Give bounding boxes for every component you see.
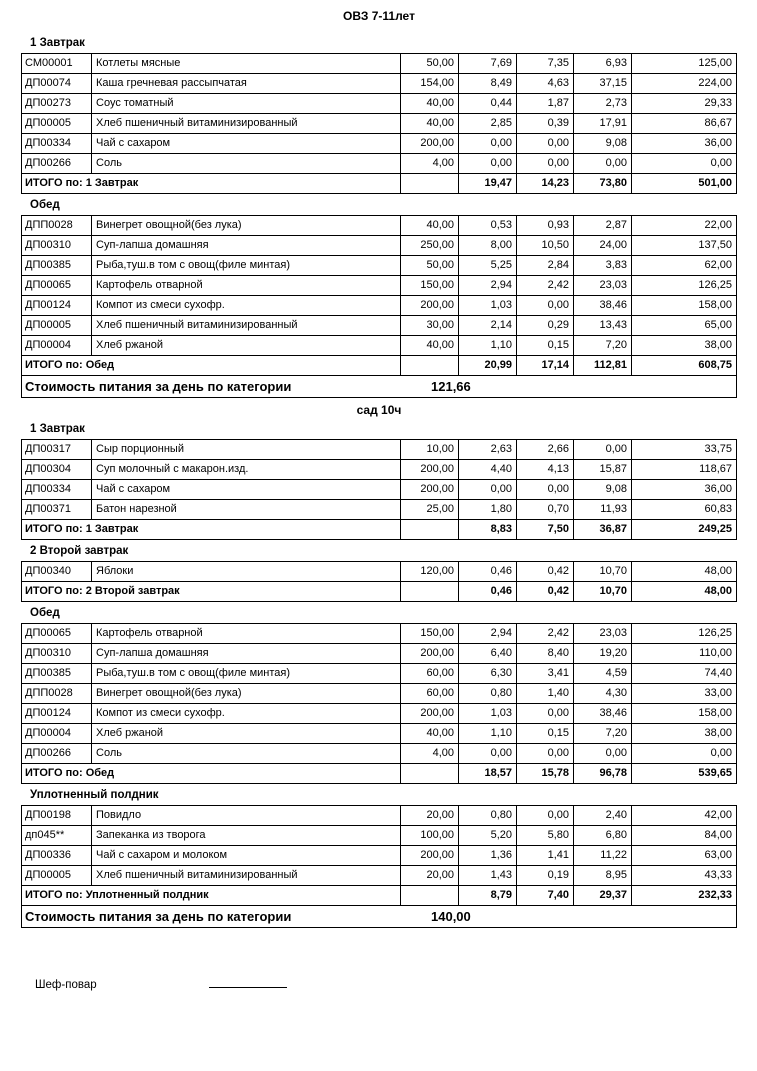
dish-value-cell: 74,40 [632, 664, 737, 684]
dish-value-cell: 0,00 [632, 154, 737, 174]
dish-name-cell: Хлеб пшеничный витаминизированный [92, 316, 401, 336]
dish-value-cell: 0,00 [574, 440, 632, 460]
dish-value-cell: 2,94 [459, 624, 517, 644]
table-row [22, 866, 737, 886]
dish-value-cell: 38,00 [632, 724, 737, 744]
table-row [22, 316, 737, 336]
category-2-title: сад 10ч [356, 403, 402, 417]
dish-value-cell: 100,00 [401, 826, 459, 846]
dish-value-cell: 1,41 [517, 846, 574, 866]
dish-name-cell: Соль [92, 154, 401, 174]
dish-code-cell: ДП00004 [22, 336, 92, 356]
dish-value-cell: 200,00 [401, 644, 459, 664]
dish-value-cell: 36,00 [632, 480, 737, 500]
dish-value-cell: 8,49 [459, 74, 517, 94]
dish-value-cell: 0,00 [459, 154, 517, 174]
dish-code-cell: ДП00198 [22, 806, 92, 826]
dish-value-cell: 8,00 [459, 236, 517, 256]
table-row [22, 236, 737, 256]
dish-value-cell: 224,00 [632, 74, 737, 94]
table-row [22, 54, 737, 74]
dish-value-cell: 6,30 [459, 664, 517, 684]
dish-name-cell: Сыр порционный [92, 440, 401, 460]
dish-value-cell: 43,33 [632, 866, 737, 886]
dish-value-cell: 7,20 [574, 336, 632, 356]
dish-value-cell: 0,15 [517, 336, 574, 356]
dish-value-cell: 20,00 [401, 806, 459, 826]
dish-value-cell: 0,00 [574, 744, 632, 764]
section-total-value: 48,00 [632, 582, 737, 602]
dish-value-cell: 7,35 [517, 54, 574, 74]
dish-value-cell: 0,00 [459, 480, 517, 500]
table-row [22, 744, 737, 764]
dish-value-cell: 5,20 [459, 826, 517, 846]
dish-value-cell: 3,41 [517, 664, 574, 684]
dish-code-cell: ДП00340 [22, 562, 92, 582]
dish-value-cell: 20,00 [401, 866, 459, 886]
section-total-value: 8,83 [459, 520, 517, 540]
dish-value-cell: 6,80 [574, 826, 632, 846]
section-total-value: 232,33 [632, 886, 737, 906]
section-total-label: ИТОГО по: Обед [22, 356, 401, 376]
section-total-label: ИТОГО по: Уплотненный полдник [22, 886, 401, 906]
dish-value-cell: 2,87 [574, 216, 632, 236]
dish-code-cell: ДП00371 [22, 500, 92, 520]
dish-value-cell: 200,00 [401, 480, 459, 500]
meal-table [21, 561, 737, 602]
dish-value-cell: 154,00 [401, 74, 459, 94]
dish-value-cell: 1,40 [517, 684, 574, 704]
meal-section-title: Обед [30, 199, 60, 211]
dish-value-cell: 0,00 [517, 806, 574, 826]
footer [21, 976, 737, 991]
dish-value-cell: 4,00 [401, 744, 459, 764]
dish-name-cell: Суп-лапша домашняя [92, 236, 401, 256]
category-2-table [21, 422, 737, 928]
dish-value-cell: 0,00 [517, 704, 574, 724]
dish-value-cell: 2,40 [574, 806, 632, 826]
dish-value-cell: 0,53 [459, 216, 517, 236]
section-total-value [401, 356, 459, 376]
dish-code-cell: ДПП0028 [22, 216, 92, 236]
dish-value-cell: 0,15 [517, 724, 574, 744]
dish-value-cell: 10,50 [517, 236, 574, 256]
dish-code-cell: ДП00385 [22, 664, 92, 684]
dish-name-cell: Яблоки [92, 562, 401, 582]
dish-value-cell: 4,40 [459, 460, 517, 480]
section-total-value: 249,25 [632, 520, 737, 540]
dish-value-cell: 6,93 [574, 54, 632, 74]
section-total-value: 0,46 [459, 582, 517, 602]
section-total-value: 7,40 [517, 886, 574, 906]
section-total-value: 112,81 [574, 356, 632, 376]
dish-code-cell: ДП00310 [22, 236, 92, 256]
section-total-label: ИТОГО по: 1 Завтрак [22, 174, 401, 194]
dish-value-cell: 50,00 [401, 256, 459, 276]
dish-code-cell: ДП00273 [22, 94, 92, 114]
dish-value-cell: 17,91 [574, 114, 632, 134]
table-row [22, 664, 737, 684]
section-total-row [22, 764, 737, 784]
dish-value-cell: 65,00 [632, 316, 737, 336]
dish-value-cell: 9,08 [574, 480, 632, 500]
dish-code-cell: ДП00065 [22, 624, 92, 644]
dish-code-cell: ДП00334 [22, 134, 92, 154]
dish-value-cell: 0,19 [517, 866, 574, 886]
dish-value-cell: 10,70 [574, 562, 632, 582]
meal-table [21, 53, 737, 194]
dish-value-cell: 200,00 [401, 134, 459, 154]
dish-value-cell: 8,95 [574, 866, 632, 886]
section-total-value: 18,57 [459, 764, 517, 784]
dish-value-cell: 84,00 [632, 826, 737, 846]
dish-code-cell: СМ00001 [22, 54, 92, 74]
dish-name-cell: Соль [92, 744, 401, 764]
dish-code-cell: дп045** [22, 826, 92, 846]
dish-value-cell: 120,00 [401, 562, 459, 582]
table-row [22, 460, 737, 480]
table-row [22, 480, 737, 500]
dish-value-cell: 11,22 [574, 846, 632, 866]
section-total-value: 10,70 [574, 582, 632, 602]
dish-code-cell: ДП00304 [22, 460, 92, 480]
dish-value-cell: 22,00 [632, 216, 737, 236]
dish-value-cell: 1,10 [459, 336, 517, 356]
dish-name-cell: Соус томатный [92, 94, 401, 114]
table-row [22, 94, 737, 114]
category-1-title: ОВЗ 7-11лет [343, 9, 415, 23]
table-row [22, 216, 737, 236]
dish-value-cell: 38,46 [574, 296, 632, 316]
meal-table [21, 439, 737, 540]
dish-name-cell: Повидло [92, 806, 401, 826]
section-total-value: 608,75 [632, 356, 737, 376]
dish-code-cell: ДПП0028 [22, 684, 92, 704]
dish-value-cell: 2,63 [459, 440, 517, 460]
dish-value-cell: 38,46 [574, 704, 632, 724]
dish-value-cell: 60,83 [632, 500, 737, 520]
day-total-row [21, 906, 737, 928]
dish-value-cell: 25,00 [401, 500, 459, 520]
dish-value-cell: 0,80 [459, 806, 517, 826]
dish-name-cell: Котлеты мясные [92, 54, 401, 74]
dish-value-cell: 0,00 [517, 480, 574, 500]
dish-value-cell: 23,03 [574, 624, 632, 644]
dish-value-cell: 40,00 [401, 724, 459, 744]
table-row [22, 134, 737, 154]
section-total-value: 14,23 [517, 174, 574, 194]
dish-value-cell: 250,00 [401, 236, 459, 256]
dish-value-cell: 29,33 [632, 94, 737, 114]
dish-value-cell: 126,25 [632, 276, 737, 296]
dish-name-cell: Картофель отварной [92, 276, 401, 296]
table-row [22, 806, 737, 826]
dish-value-cell: 4,30 [574, 684, 632, 704]
dish-value-cell: 63,00 [632, 846, 737, 866]
dish-code-cell: ДП00124 [22, 704, 92, 724]
dish-value-cell: 0,00 [517, 134, 574, 154]
dish-value-cell: 38,00 [632, 336, 737, 356]
dish-value-cell: 2,42 [517, 276, 574, 296]
dish-value-cell: 1,87 [517, 94, 574, 114]
dish-value-cell: 10,00 [401, 440, 459, 460]
dish-value-cell: 4,59 [574, 664, 632, 684]
dish-value-cell: 4,13 [517, 460, 574, 480]
dish-value-cell: 19,20 [574, 644, 632, 664]
dish-value-cell: 0,00 [517, 296, 574, 316]
dish-value-cell: 6,40 [459, 644, 517, 664]
dish-value-cell: 0,00 [459, 134, 517, 154]
section-total-row [22, 356, 737, 376]
dish-value-cell: 0,00 [517, 744, 574, 764]
dish-value-cell: 2,94 [459, 276, 517, 296]
dish-value-cell: 1,03 [459, 704, 517, 724]
dish-value-cell: 1,36 [459, 846, 517, 866]
dish-name-cell: Запеканка из творога [92, 826, 401, 846]
table-row [22, 624, 737, 644]
dish-value-cell: 8,40 [517, 644, 574, 664]
section-total-value [401, 582, 459, 602]
dish-value-cell: 0,29 [517, 316, 574, 336]
dish-code-cell: ДП00310 [22, 644, 92, 664]
dish-value-cell: 9,08 [574, 134, 632, 154]
table-row [22, 846, 737, 866]
dish-value-cell: 0,70 [517, 500, 574, 520]
chef-label: Шеф-повар [35, 979, 97, 991]
dish-value-cell: 60,00 [401, 684, 459, 704]
table-row [22, 500, 737, 520]
dish-value-cell: 137,50 [632, 236, 737, 256]
dish-value-cell: 4,00 [401, 154, 459, 174]
dish-value-cell: 200,00 [401, 846, 459, 866]
section-total-row [22, 520, 737, 540]
dish-value-cell: 86,67 [632, 114, 737, 134]
dish-value-cell: 40,00 [401, 216, 459, 236]
dish-value-cell: 2,85 [459, 114, 517, 134]
section-total-value: 539,65 [632, 764, 737, 784]
dish-value-cell: 7,20 [574, 724, 632, 744]
dish-value-cell: 37,15 [574, 74, 632, 94]
dish-value-cell: 33,75 [632, 440, 737, 460]
dish-name-cell: Чай с сахаром [92, 480, 401, 500]
dish-value-cell: 2,73 [574, 94, 632, 114]
dish-value-cell: 60,00 [401, 664, 459, 684]
dish-value-cell: 40,00 [401, 336, 459, 356]
dish-name-cell: Чай с сахаром и молоком [92, 846, 401, 866]
meal-section-title: Обед [30, 607, 60, 619]
dish-code-cell: ДП00317 [22, 440, 92, 460]
dish-value-cell: 0,44 [459, 94, 517, 114]
day-total-label: Стоимость питания за день по категории [22, 376, 401, 398]
dish-name-cell: Винегрет овощной(без лука) [92, 216, 401, 236]
dish-code-cell: ДП00334 [22, 480, 92, 500]
dish-value-cell: 4,63 [517, 74, 574, 94]
dish-value-cell: 5,80 [517, 826, 574, 846]
section-total-value: 15,78 [517, 764, 574, 784]
section-total-value: 20,99 [459, 356, 517, 376]
dish-name-cell: Каша гречневая рассыпчатая [92, 74, 401, 94]
section-total-row [22, 174, 737, 194]
dish-value-cell: 0,00 [517, 154, 574, 174]
table-row [22, 684, 737, 704]
dish-value-cell: 3,83 [574, 256, 632, 276]
dish-name-cell: Хлеб ржаной [92, 336, 401, 356]
section-total-value [401, 764, 459, 784]
dish-value-cell: 150,00 [401, 624, 459, 644]
meal-table [21, 805, 737, 906]
dish-code-cell: ДП00004 [22, 724, 92, 744]
dish-value-cell: 13,43 [574, 316, 632, 336]
dish-name-cell: Суп-лапша домашняя [92, 644, 401, 664]
table-row [22, 276, 737, 296]
meal-table [21, 623, 737, 784]
dish-code-cell: ДП00124 [22, 296, 92, 316]
section-total-value: 17,14 [517, 356, 574, 376]
category-1-table [21, 36, 737, 398]
table-row [22, 154, 737, 174]
meal-section-title: Уплотненный полдник [30, 789, 159, 801]
dish-value-cell: 0,93 [517, 216, 574, 236]
dish-name-cell: Батон нарезной [92, 500, 401, 520]
table-row [22, 724, 737, 744]
day-total-row [21, 376, 737, 398]
dish-value-cell: 0,42 [517, 562, 574, 582]
dish-name-cell: Хлеб пшеничный витаминизированный [92, 114, 401, 134]
dish-value-cell: 2,84 [517, 256, 574, 276]
dish-name-cell: Компот из смеси сухофр. [92, 296, 401, 316]
dish-value-cell: 1,10 [459, 724, 517, 744]
meal-section-title: 2 Второй завтрак [30, 545, 129, 557]
meal-table [21, 215, 737, 376]
section-total-value [401, 174, 459, 194]
dish-name-cell: Винегрет овощной(без лука) [92, 684, 401, 704]
dish-value-cell: 110,00 [632, 644, 737, 664]
dish-value-cell: 62,00 [632, 256, 737, 276]
meal-section-title: 1 Завтрак [30, 37, 85, 49]
dish-value-cell: 118,67 [632, 460, 737, 480]
day-total-label: Стоимость питания за день по категории [22, 906, 401, 928]
section-total-label: ИТОГО по: Обед [22, 764, 401, 784]
dish-code-cell: ДП00005 [22, 316, 92, 336]
dish-value-cell: 150,00 [401, 276, 459, 296]
dish-value-cell: 30,00 [401, 316, 459, 336]
dish-value-cell: 23,03 [574, 276, 632, 296]
dish-name-cell: Хлеб ржаной [92, 724, 401, 744]
dish-value-cell: 2,42 [517, 624, 574, 644]
dish-value-cell: 1,03 [459, 296, 517, 316]
dish-value-cell: 200,00 [401, 460, 459, 480]
day-total-value: 121,66 [401, 376, 737, 398]
section-total-value: 73,80 [574, 174, 632, 194]
table-row [22, 704, 737, 724]
dish-name-cell: Рыба,туш.в том с овощ(филе минтая) [92, 256, 401, 276]
dish-code-cell: ДП00266 [22, 744, 92, 764]
dish-code-cell: ДП00065 [22, 276, 92, 296]
section-total-value: 29,37 [574, 886, 632, 906]
dish-name-cell: Рыба,туш.в том с овощ(филе минтая) [92, 664, 401, 684]
dish-value-cell: 0,00 [632, 744, 737, 764]
section-total-row [22, 886, 737, 906]
table-row [22, 256, 737, 276]
section-total-label: ИТОГО по: 1 Завтрак [22, 520, 401, 540]
dish-value-cell: 42,00 [632, 806, 737, 826]
dish-name-cell: Суп молочный с макарон.изд. [92, 460, 401, 480]
section-total-value: 36,87 [574, 520, 632, 540]
section-total-value: 0,42 [517, 582, 574, 602]
dish-value-cell: 0,39 [517, 114, 574, 134]
dish-value-cell: 0,00 [574, 154, 632, 174]
dish-value-cell: 0,80 [459, 684, 517, 704]
dish-name-cell: Компот из смеси сухофр. [92, 704, 401, 724]
table-row [22, 644, 737, 664]
section-total-value: 96,78 [574, 764, 632, 784]
section-total-label: ИТОГО по: 2 Второй завтрак [22, 582, 401, 602]
dish-value-cell: 1,80 [459, 500, 517, 520]
dish-value-cell: 36,00 [632, 134, 737, 154]
section-total-value: 7,50 [517, 520, 574, 540]
table-row [22, 114, 737, 134]
dish-value-cell: 33,00 [632, 684, 737, 704]
dish-value-cell: 24,00 [574, 236, 632, 256]
dish-value-cell: 158,00 [632, 704, 737, 724]
dish-value-cell: 7,69 [459, 54, 517, 74]
dish-value-cell: 1,43 [459, 866, 517, 886]
section-total-value: 8,79 [459, 886, 517, 906]
dish-value-cell: 48,00 [632, 562, 737, 582]
section-total-value: 19,47 [459, 174, 517, 194]
dish-value-cell: 40,00 [401, 94, 459, 114]
section-total-value [401, 886, 459, 906]
signature-line [209, 976, 287, 988]
day-total-value: 140,00 [401, 906, 737, 928]
dish-value-cell: 15,87 [574, 460, 632, 480]
dish-code-cell: ДП00266 [22, 154, 92, 174]
table-row [22, 336, 737, 356]
dish-code-cell: ДП00005 [22, 114, 92, 134]
dish-value-cell: 125,00 [632, 54, 737, 74]
dish-name-cell: Чай с сахаром [92, 134, 401, 154]
meal-section-title: 1 Завтрак [30, 423, 85, 435]
dish-value-cell: 0,00 [459, 744, 517, 764]
table-row [22, 74, 737, 94]
dish-code-cell: ДП00385 [22, 256, 92, 276]
dish-name-cell: Картофель отварной [92, 624, 401, 644]
dish-value-cell: 5,25 [459, 256, 517, 276]
dish-value-cell: 40,00 [401, 114, 459, 134]
dish-value-cell: 0,46 [459, 562, 517, 582]
dish-code-cell: ДП00336 [22, 846, 92, 866]
dish-value-cell: 50,00 [401, 54, 459, 74]
dish-code-cell: ДП00074 [22, 74, 92, 94]
section-total-value [401, 520, 459, 540]
dish-value-cell: 2,66 [517, 440, 574, 460]
dish-value-cell: 200,00 [401, 704, 459, 724]
table-row [22, 562, 737, 582]
dish-value-cell: 158,00 [632, 296, 737, 316]
section-total-row [22, 582, 737, 602]
dish-code-cell: ДП00005 [22, 866, 92, 886]
dish-value-cell: 200,00 [401, 296, 459, 316]
table-row [22, 296, 737, 316]
dish-value-cell: 126,25 [632, 624, 737, 644]
section-total-value: 501,00 [632, 174, 737, 194]
table-row [22, 826, 737, 846]
dish-value-cell: 2,14 [459, 316, 517, 336]
dish-value-cell: 11,93 [574, 500, 632, 520]
dish-name-cell: Хлеб пшеничный витаминизированный [92, 866, 401, 886]
table-row [22, 440, 737, 460]
